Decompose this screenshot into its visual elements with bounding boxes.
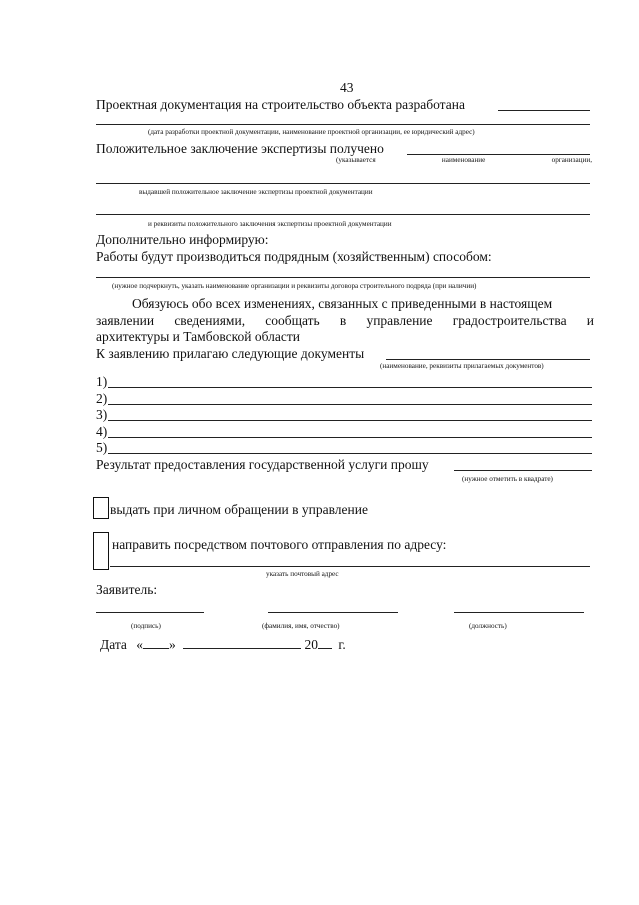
expert-org-caption: выдавшей положительное заключение экспертизы проектной документации <box>139 188 373 196</box>
by-mail-label: направить посредством почтового отправления по адресу: <box>112 537 447 552</box>
date-close-quote: » <box>169 637 176 652</box>
project-docs-caption: (дата разработки проектной документации, наименование проектной организации, ее юридический адрес) <box>148 128 475 136</box>
attachments-label: К заявлению прилагаю следующие документы <box>96 346 365 361</box>
in-person-label: выдать при личном обращении в управление <box>110 502 368 517</box>
date-year-prefix: 20 <box>304 637 319 652</box>
attachments-caption: (наименование, реквизиты прилагаемых документов) <box>380 362 544 370</box>
attachment-line-3[interactable] <box>108 420 592 421</box>
mail-address-line[interactable] <box>110 566 590 567</box>
applicant-label: Заявитель: <box>96 582 158 597</box>
result-field[interactable] <box>454 470 592 471</box>
attachment-item-1: 1) <box>96 374 108 389</box>
position-caption: (должность) <box>469 622 507 630</box>
expert-details-line[interactable] <box>96 214 590 215</box>
date-label: Дата <box>100 637 127 652</box>
pledge-line-3: архитектуры и Тамбовской области <box>96 329 300 344</box>
by-mail-checkbox[interactable] <box>93 532 109 570</box>
expert-conclusion-caption: (указывается наименование организации, <box>336 156 592 164</box>
contract-line[interactable] <box>96 277 590 278</box>
attachment-item-3: 3) <box>96 407 108 422</box>
attachment-line-4[interactable] <box>108 437 592 438</box>
signature-line[interactable] <box>96 612 204 613</box>
position-line[interactable] <box>454 612 584 613</box>
full-name-line[interactable] <box>268 612 398 613</box>
full-name-caption: (фамилия, имя, отчество) <box>262 622 340 630</box>
mail-address-caption: указать почтовый адрес <box>266 570 339 578</box>
expert-details-caption: и реквизиты положительного заключения экспертизы проектной документации <box>148 220 392 228</box>
attachment-item-2: 2) <box>96 391 108 406</box>
page-number: 43 <box>340 80 354 95</box>
attachments-field[interactable] <box>386 359 590 360</box>
date-year-field[interactable] <box>318 636 332 649</box>
attachment-line-2[interactable] <box>108 404 592 405</box>
attachment-item-4: 4) <box>96 424 108 439</box>
contract-label: Работы будут производиться подрядным (хозяйственным) способом: <box>96 249 492 264</box>
project-docs-field[interactable] <box>498 110 590 111</box>
date-open-quote: « <box>136 637 144 652</box>
pledge-line-1: Обязуюсь обо всех изменениях, связанных с приведенными в настоящем <box>132 296 553 311</box>
expert-conclusion-label: Положительное заключение экспертизы получено <box>96 141 384 156</box>
date-month-field[interactable] <box>183 636 301 649</box>
contract-caption: (нужное подчеркнуть, указать наименование организации и реквизиты договора строительного подряда (при наличии) <box>112 282 477 290</box>
result-label: Результат предоставления государственной услуги прошу <box>96 457 429 472</box>
attachment-line-5[interactable] <box>108 453 592 454</box>
inform-heading: Дополнительно информирую: <box>96 232 269 247</box>
pledge-line-2: заявлении сведениями, сообщать в управление градостроительства и <box>96 313 594 328</box>
signature-caption: (подпись) <box>131 622 161 630</box>
project-docs-label: Проектная документация на строительство объекта разработана <box>96 97 465 112</box>
result-caption: (нужное отметить в квадрате) <box>462 475 553 483</box>
date-day-field[interactable] <box>143 636 169 649</box>
expert-org-line[interactable] <box>96 183 590 184</box>
date-row <box>100 636 346 653</box>
attachment-item-5: 5) <box>96 440 108 455</box>
project-docs-line[interactable] <box>96 124 590 125</box>
in-person-checkbox[interactable] <box>93 497 109 519</box>
date-year-suffix: г. <box>338 637 346 652</box>
expert-conclusion-field[interactable] <box>407 154 590 155</box>
attachment-line-1[interactable] <box>108 387 592 388</box>
